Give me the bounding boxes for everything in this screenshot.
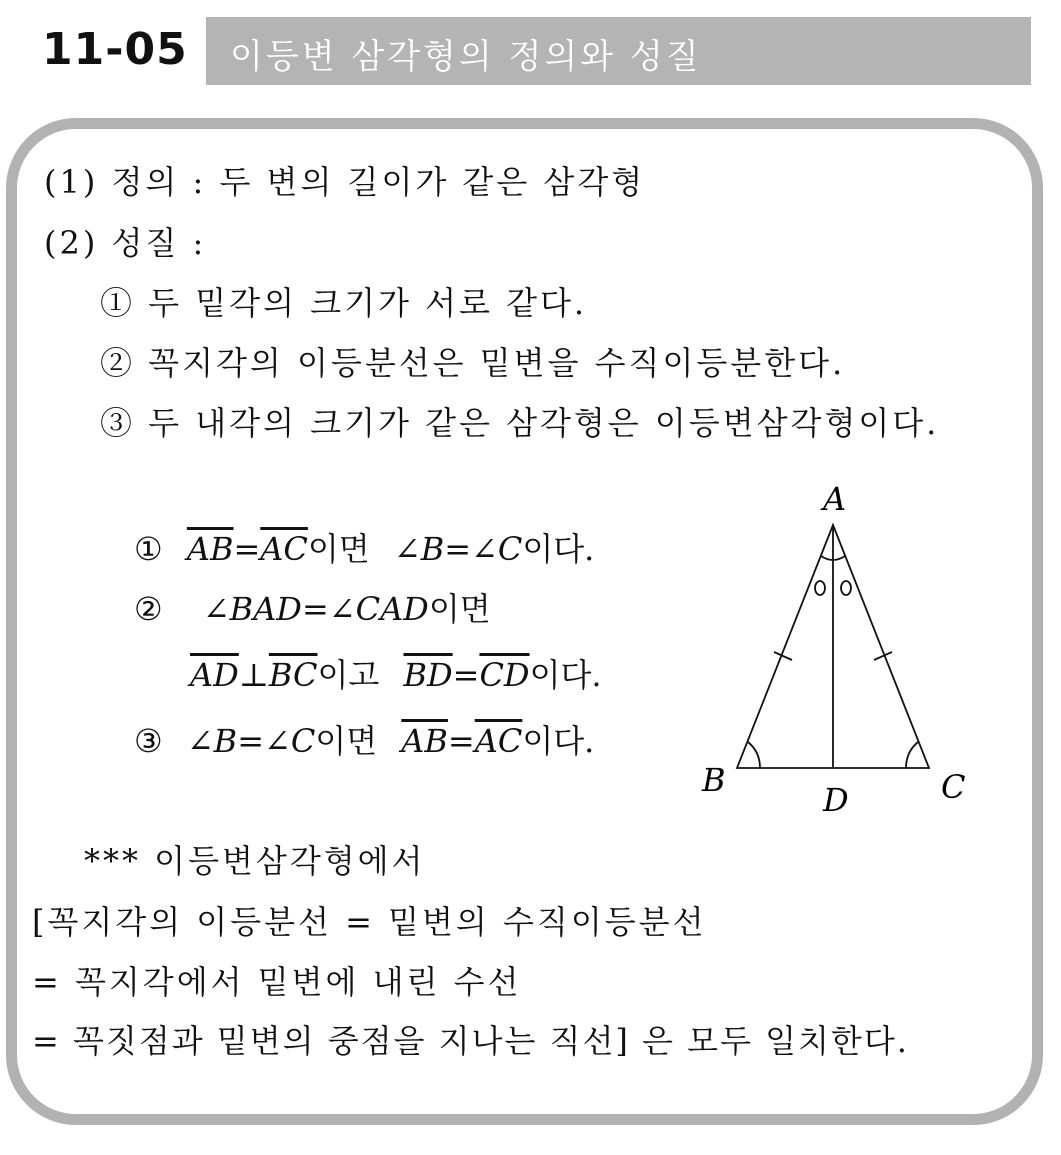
note-heading: *** 이등변삼각형에서 [84,842,426,880]
label-c: C [941,768,966,806]
formula-2-end: 이다. [529,656,602,694]
formula-3-mark: ③ [134,722,163,760]
segment-ab-2: $\overline{AB}$ [401,722,448,760]
section-title: 이등변 삼각형의 정의와 성질 [230,37,702,77]
angle-mark-bad [815,581,825,595]
equals-sign: = [233,530,261,568]
formula-3-end: 이다. [522,722,595,760]
property-1: ① 두 밑각의 크기가 서로 같다. [100,284,588,322]
formula-1-end: 이다. [522,530,595,568]
segment-ac-2: $\overline{AC}$ [474,722,523,760]
note-line-1: [꼭지각의 이등분선 = 밑변의 수직이등분선 [32,903,707,941]
equals-sign: = [452,656,480,694]
base-angle-arc-b [748,742,760,768]
formula-1-text: 이면 [307,530,370,568]
properties-heading: (2) 성질 : [44,224,207,262]
angle-mark-cad [841,581,851,595]
formula-2-text: 이면 [428,590,491,628]
segment-bc: $\overline{BC}$ [268,656,318,694]
equals-sign: = [447,722,475,760]
formula-2-mark: ② [134,590,163,628]
segment-cd: $\overline{CD}$ [479,656,530,694]
label-b: B [702,761,726,799]
label-a: A [823,480,847,518]
formula-2-text-2: 이고 [317,656,380,694]
angle-equality: ∠B=∠C [393,530,523,568]
title-bar [206,17,1031,85]
property-2: ② 꼭지각의 이등분선은 밑변을 수직이등분한다. [100,344,846,382]
segment-ac: $\overline{AC}$ [260,530,308,568]
note-line-3: = 꼭짓점과 밑변의 중점을 지나는 직선] 은 모두 일치한다. [32,1022,909,1060]
segment-bd: $\overline{BD}$ [403,656,453,694]
note-line-2: = 꼭지각에서 밑변에 내린 수선 [32,963,522,1001]
segment-ab: $\overline{AB}$ [186,530,234,568]
label-d: D [823,781,849,819]
isosceles-triangle-figure [690,478,990,823]
formula-2 [134,590,491,628]
formula-1 [134,530,595,568]
formula-1-mark: ① [134,530,163,568]
base-angle-arc-c [906,742,918,768]
angle-equality-2: ∠B=∠C [186,722,316,760]
property-3: ③ 두 내각의 크기가 같은 삼각형은 이등변삼각형이다. [100,404,940,442]
definition-line: (1) 정의 : 두 변의 길이가 같은 삼각형 [44,163,646,201]
angle-bisector-equality: ∠BAD=∠CAD [202,590,429,628]
formula-3-text: 이면 [315,722,378,760]
section-number: 11-05 [42,24,188,75]
formula-2-continued [190,656,602,694]
perpendicular-sign: ⊥ [238,656,269,694]
segment-ad: $\overline{AD}$ [190,656,239,694]
formula-3 [134,722,595,760]
